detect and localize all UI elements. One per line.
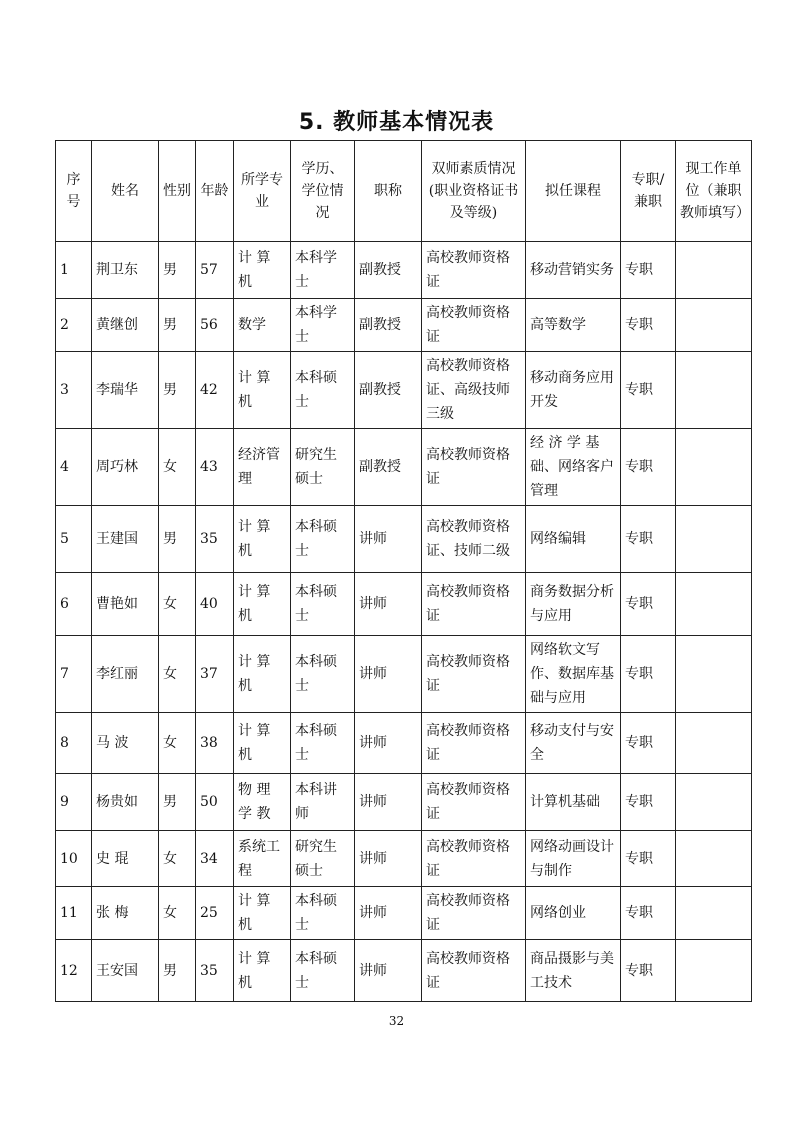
name-cell: 王安国: [92, 940, 159, 1002]
age-cell: 25: [196, 887, 234, 940]
page-number: 32: [388, 1014, 405, 1028]
gender-cell: 男: [159, 774, 196, 831]
gender-cell: 女: [159, 573, 196, 636]
gender-cell: 女: [159, 831, 196, 887]
no-cell: 6: [56, 573, 92, 636]
major-cell: 计 算 机: [234, 573, 291, 636]
title-cell: 副教授: [355, 299, 422, 352]
gender-cell: 男: [159, 242, 196, 299]
title-cell: 讲师: [355, 506, 422, 573]
table-row: [56, 774, 752, 831]
course-cell: 网络编辑: [526, 506, 621, 573]
unit-cell: [676, 774, 752, 831]
name-cell: 周巧林: [92, 429, 159, 506]
header-cell-qualification: 双师素质情况(职业资格证书及等级): [422, 141, 526, 242]
no-cell: 9: [56, 774, 92, 831]
title-cell: 副教授: [355, 242, 422, 299]
qualification-cell: 高校教师资格证: [422, 299, 526, 352]
header-cell-name: 姓名: [92, 141, 159, 242]
unit-cell: [676, 713, 752, 774]
qualification-cell: 高校教师资格证: [422, 636, 526, 713]
age-cell: 42: [196, 352, 234, 429]
name-cell: 张 梅: [92, 887, 159, 940]
unit-cell: [676, 299, 752, 352]
course-cell: 移动营销实务: [526, 242, 621, 299]
qualification-cell: 高校教师资格证: [422, 887, 526, 940]
age-cell: 50: [196, 774, 234, 831]
major-cell: 计 算 机: [234, 887, 291, 940]
unit-cell: [676, 831, 752, 887]
age-cell: 57: [196, 242, 234, 299]
unit-cell: [676, 429, 752, 506]
course-cell: 网络动画设计与制作: [526, 831, 621, 887]
no-cell: 2: [56, 299, 92, 352]
unit-cell: [676, 573, 752, 636]
major-cell: 计 算 机: [234, 352, 291, 429]
header-cell-unit: 现工作单位（兼职教师填写）: [676, 141, 752, 242]
course-cell: 移动商务应用开发: [526, 352, 621, 429]
gender-cell: 男: [159, 352, 196, 429]
course-cell: 高等数学: [526, 299, 621, 352]
type-cell: 专职: [621, 636, 676, 713]
type-cell: 专职: [621, 506, 676, 573]
degree-cell: 研究生硕士: [291, 429, 355, 506]
degree-cell: 本科学士: [291, 299, 355, 352]
title-cell: 副教授: [355, 429, 422, 506]
table-row: [56, 887, 752, 940]
gender-cell: 男: [159, 299, 196, 352]
course-cell: 商品摄影与美工技术: [526, 940, 621, 1002]
table-row: [56, 713, 752, 774]
gender-cell: 女: [159, 887, 196, 940]
no-cell: 5: [56, 506, 92, 573]
major-cell: 经济管理: [234, 429, 291, 506]
gender-cell: 男: [159, 940, 196, 1002]
title-cell: 讲师: [355, 774, 422, 831]
degree-cell: 本科硕士: [291, 352, 355, 429]
age-cell: 40: [196, 573, 234, 636]
course-cell: 经 济 学 基 础、网络客户管理: [526, 429, 621, 506]
course-cell: 计算机基础: [526, 774, 621, 831]
type-cell: 专职: [621, 940, 676, 1002]
name-cell: 李瑞华: [92, 352, 159, 429]
name-cell: 王建国: [92, 506, 159, 573]
no-cell: 7: [56, 636, 92, 713]
degree-cell: 本科硕士: [291, 506, 355, 573]
gender-cell: 女: [159, 429, 196, 506]
no-cell: 12: [56, 940, 92, 1002]
header-cell-gender: 性别: [159, 141, 196, 242]
type-cell: 专职: [621, 242, 676, 299]
name-cell: 荆卫东: [92, 242, 159, 299]
course-cell: 网络创业: [526, 887, 621, 940]
qualification-cell: 高校教师资格证、高级技师三级: [422, 352, 526, 429]
qualification-cell: 高校教师资格证: [422, 242, 526, 299]
header-cell-major: 所学专业: [234, 141, 291, 242]
age-cell: 34: [196, 831, 234, 887]
name-cell: 李红丽: [92, 636, 159, 713]
name-cell: 史 琨: [92, 831, 159, 887]
qualification-cell: 高校教师资格证: [422, 831, 526, 887]
degree-cell: 本科学士: [291, 242, 355, 299]
name-cell: 杨贵如: [92, 774, 159, 831]
table-body: [56, 242, 752, 1002]
no-cell: 11: [56, 887, 92, 940]
unit-cell: [676, 940, 752, 1002]
age-cell: 37: [196, 636, 234, 713]
header-cell-age: 年龄: [196, 141, 234, 242]
degree-cell: 本科硕士: [291, 713, 355, 774]
header-cell-degree: 学历、学位情况: [291, 141, 355, 242]
name-cell: 曹艳如: [92, 573, 159, 636]
major-cell: 计 算 机: [234, 506, 291, 573]
no-cell: 4: [56, 429, 92, 506]
qualification-cell: 高校教师资格证: [422, 940, 526, 1002]
major-cell: 计 算 机: [234, 636, 291, 713]
age-cell: 35: [196, 940, 234, 1002]
no-cell: 1: [56, 242, 92, 299]
teacher-info-table: [55, 140, 752, 1002]
type-cell: 专职: [621, 573, 676, 636]
no-cell: 3: [56, 352, 92, 429]
table-header-row: [56, 141, 752, 242]
course-cell: 移动支付与安全: [526, 713, 621, 774]
course-cell: 商务数据分析与应用: [526, 573, 621, 636]
title-cell: 讲师: [355, 713, 422, 774]
header-cell-type: 专职/兼职: [621, 141, 676, 242]
gender-cell: 女: [159, 636, 196, 713]
major-cell: 系统工程: [234, 831, 291, 887]
type-cell: 专职: [621, 887, 676, 940]
table-row: [56, 429, 752, 506]
qualification-cell: 高校教师资格证: [422, 774, 526, 831]
table-row: [56, 940, 752, 1002]
course-cell: 网络软文写作、数据库基础与应用: [526, 636, 621, 713]
qualification-cell: 高校教师资格证: [422, 573, 526, 636]
name-cell: 马 波: [92, 713, 159, 774]
type-cell: 专职: [621, 352, 676, 429]
age-cell: 43: [196, 429, 234, 506]
table-row: [56, 242, 752, 299]
major-cell: 计 算 机: [234, 242, 291, 299]
title-cell: 讲师: [355, 573, 422, 636]
table-row: [56, 352, 752, 429]
header-cell-no: 序号: [56, 141, 92, 242]
table-row: [56, 831, 752, 887]
title-cell: 讲师: [355, 636, 422, 713]
type-cell: 专职: [621, 831, 676, 887]
type-cell: 专职: [621, 713, 676, 774]
gender-cell: 男: [159, 506, 196, 573]
unit-cell: [676, 242, 752, 299]
table-row: [56, 636, 752, 713]
title-cell: 讲师: [355, 940, 422, 1002]
unit-cell: [676, 352, 752, 429]
age-cell: 38: [196, 713, 234, 774]
table-row: [56, 506, 752, 573]
qualification-cell: 高校教师资格证、技师二级: [422, 506, 526, 573]
gender-cell: 女: [159, 713, 196, 774]
title-cell: 讲师: [355, 887, 422, 940]
major-cell: 计 算 机: [234, 713, 291, 774]
type-cell: 专职: [621, 429, 676, 506]
name-cell: 黄继创: [92, 299, 159, 352]
table-row: [56, 299, 752, 352]
title-cell: 讲师: [355, 831, 422, 887]
header-cell-title: 职称: [355, 141, 422, 242]
qualification-cell: 高校教师资格证: [422, 713, 526, 774]
degree-cell: 本科讲师: [291, 774, 355, 831]
degree-cell: 本科硕士: [291, 940, 355, 1002]
major-cell: 数学: [234, 299, 291, 352]
age-cell: 35: [196, 506, 234, 573]
major-cell: 计 算 机: [234, 940, 291, 1002]
unit-cell: [676, 506, 752, 573]
degree-cell: 本科硕士: [291, 887, 355, 940]
unit-cell: [676, 636, 752, 713]
degree-cell: 本科硕士: [291, 636, 355, 713]
header-cell-course: 拟任课程: [526, 141, 621, 242]
age-cell: 56: [196, 299, 234, 352]
no-cell: 8: [56, 713, 92, 774]
type-cell: 专职: [621, 299, 676, 352]
type-cell: 专职: [621, 774, 676, 831]
page-title: 5. 教师基本情况表: [298, 110, 495, 135]
title-cell: 副教授: [355, 352, 422, 429]
unit-cell: [676, 887, 752, 940]
degree-cell: 研究生硕士: [291, 831, 355, 887]
degree-cell: 本科硕士: [291, 573, 355, 636]
qualification-cell: 高校教师资格证: [422, 429, 526, 506]
major-cell: 物 理 学 教: [234, 774, 291, 831]
no-cell: 10: [56, 831, 92, 887]
table-row: [56, 573, 752, 636]
